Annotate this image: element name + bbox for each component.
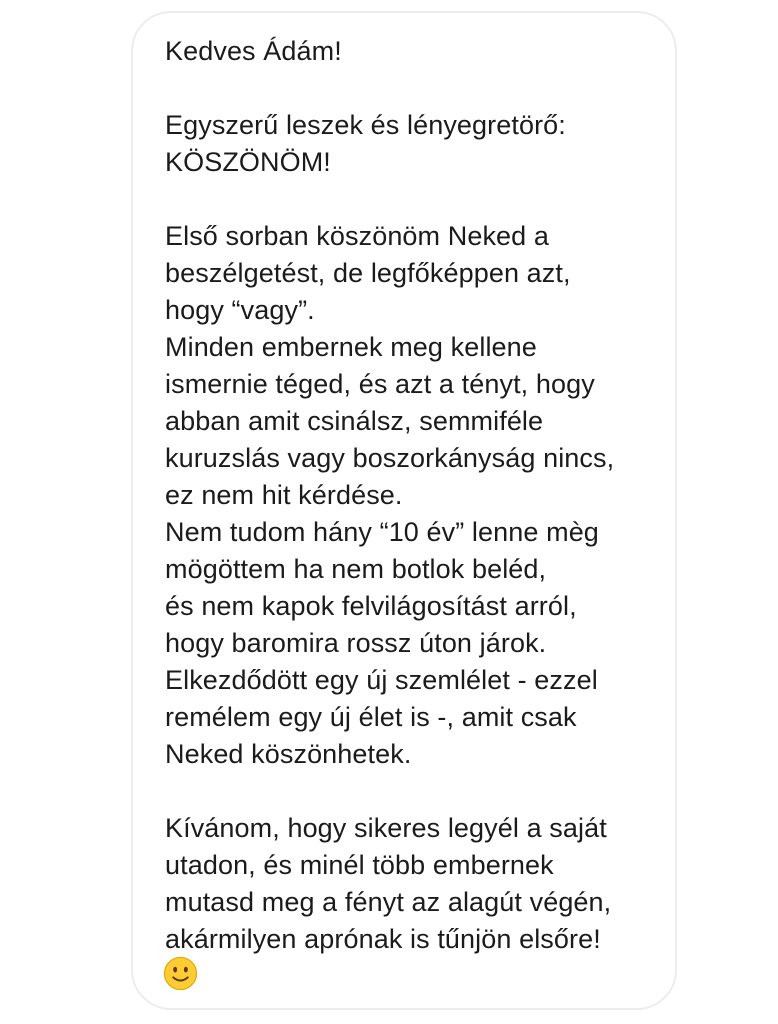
message-line: Első sorban köszönöm Neked a xyxy=(165,221,550,251)
message-line: mutasd meg a fényt az alagút végén, xyxy=(165,887,612,917)
smiling-face-emoji-icon xyxy=(163,956,198,991)
message-line: hogy “vagy”. xyxy=(165,295,315,325)
message-line: remélem egy új élet is -, amit csak xyxy=(165,702,577,732)
paragraph-spacer xyxy=(165,773,665,810)
message-line: Elkezdődött egy új szemlélet - ezzel xyxy=(165,665,598,695)
paragraph-spacer xyxy=(165,70,665,107)
emoji-left-eye xyxy=(173,967,177,973)
message-line: abban amit csinálsz, semmiféle xyxy=(165,406,544,436)
message-text xyxy=(165,33,665,958)
message-line: beszélgetést, de legfőképpen azt, xyxy=(165,258,571,288)
message-line: Minden embernek meg kellene xyxy=(165,332,537,362)
message-line: ismernie téged, és azt a tényt, hogy xyxy=(165,369,595,399)
message-line: KÖSZÖNÖM! xyxy=(165,147,331,177)
message-line: Nem tudom hány “10 év” lenne mèg xyxy=(165,517,599,547)
emoji-right-eye xyxy=(184,967,188,973)
greeting-line: Kedves Ádám! xyxy=(165,36,342,66)
message-line: Kívánom, hogy sikeres legyél a saját xyxy=(165,813,607,843)
message-line: akármilyen aprónak is tűnjön elsőre! xyxy=(165,924,601,954)
message-line: kuruzslás vagy boszorkányság nincs, xyxy=(165,443,615,473)
paragraph-spacer xyxy=(165,181,665,218)
message-line: hogy baromira rossz úton járok. xyxy=(165,628,547,658)
message-line: Egyszerű leszek és lényegretörő: xyxy=(165,110,566,140)
message-line: ez nem hit kérdése. xyxy=(165,480,403,510)
message-line: Neked köszönhetek. xyxy=(165,739,412,769)
message-line: utadon, és minél több embernek xyxy=(165,850,554,880)
message-line: mögöttem ha nem botlok beléd, xyxy=(165,554,547,584)
emoji-face xyxy=(164,957,196,989)
message-line: és nem kapok felvilágosítást arról, xyxy=(165,591,577,621)
